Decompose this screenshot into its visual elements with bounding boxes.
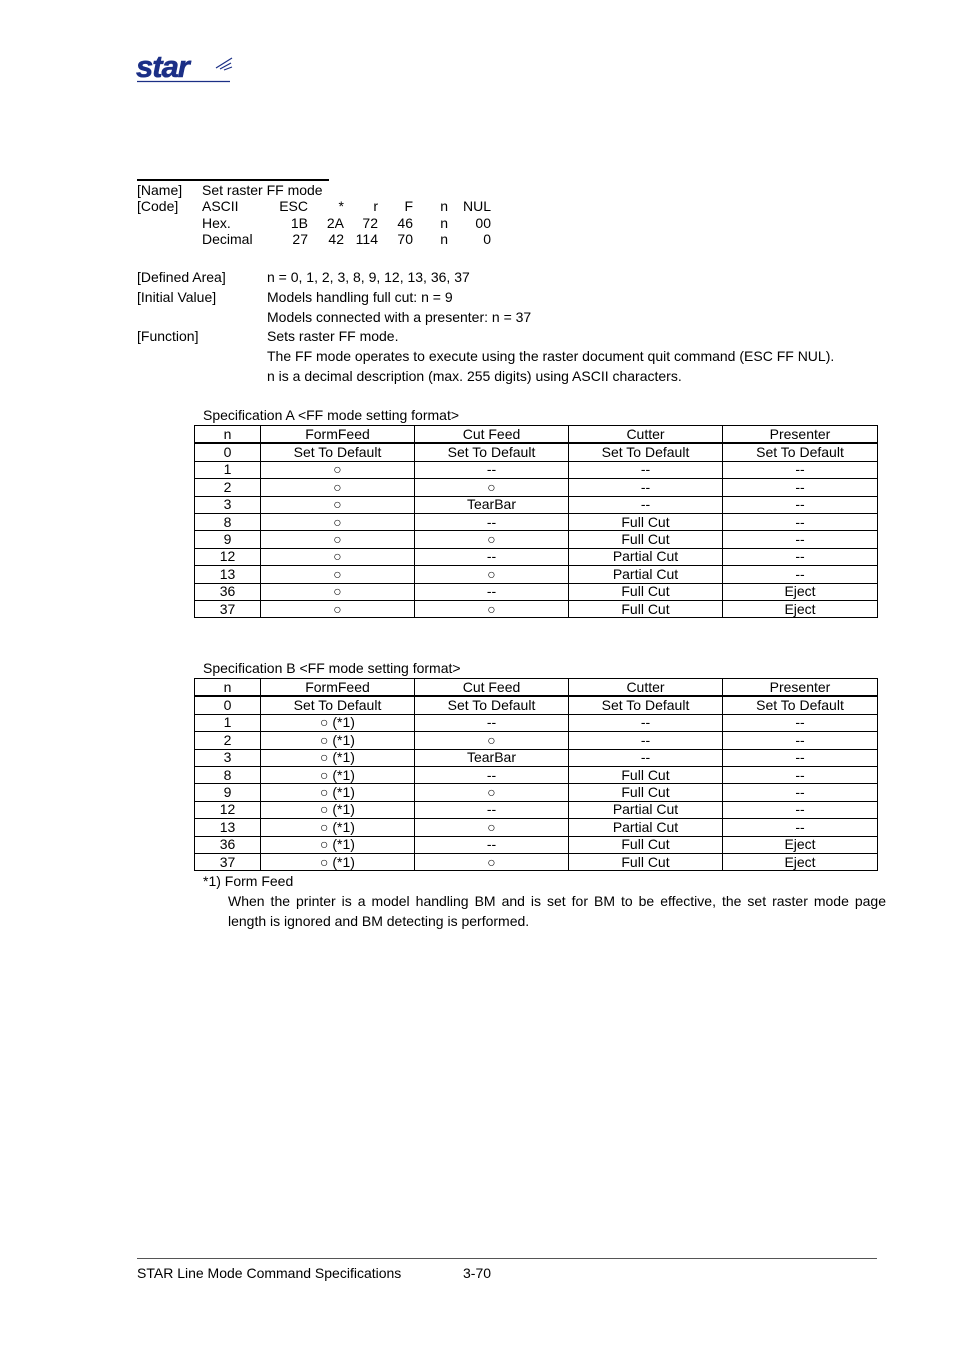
- table-cell: 12: [195, 548, 261, 565]
- header-cell: Cut Feed: [415, 679, 569, 697]
- header-cell: Presenter: [723, 679, 878, 697]
- table-row: [195, 566, 878, 583]
- table-row: [195, 443, 878, 461]
- table-cell: Partial Cut: [569, 548, 723, 565]
- code-label: [Code]: [137, 198, 179, 214]
- code-cell: 114: [355, 231, 378, 247]
- table-cell: ○: [261, 566, 415, 583]
- table-cell: --: [723, 531, 878, 548]
- table-cell: --: [723, 566, 878, 583]
- table-cell: Eject: [723, 583, 878, 600]
- table-cell: ○: [261, 583, 415, 600]
- header-cell: Cut Feed: [415, 426, 569, 444]
- table-cell: Set To Default: [569, 443, 723, 461]
- table-header-row: [195, 679, 878, 697]
- code-cell: 0: [483, 231, 491, 247]
- table-cell: ○: [261, 513, 415, 530]
- table-cell: 1: [195, 461, 261, 478]
- table-row: [195, 801, 878, 818]
- table-cell: 9: [195, 784, 261, 801]
- logo-text: star: [136, 52, 189, 84]
- table-cell: --: [723, 766, 878, 783]
- table-cell: --: [415, 548, 569, 565]
- table-cell: --: [723, 801, 878, 818]
- code-cell: 27: [292, 231, 308, 247]
- table-row: [195, 766, 878, 783]
- table-cell: Full Cut: [569, 600, 723, 617]
- table-cell: --: [415, 513, 569, 530]
- table-cell: 8: [195, 766, 261, 783]
- table-cell: --: [723, 513, 878, 530]
- table-cell: ○ (*1): [261, 836, 415, 853]
- table-cell: --: [723, 749, 878, 766]
- table-row: [195, 531, 878, 548]
- initial-value-1: Models handling full cut: n = 9: [267, 289, 453, 305]
- table-cell: --: [415, 583, 569, 600]
- footer-rule: [137, 1258, 877, 1259]
- table-cell: --: [723, 496, 878, 513]
- defined-area-value: n = 0, 1, 2, 3, 8, 9, 12, 13, 36, 37: [267, 269, 470, 285]
- table-row: [195, 853, 878, 870]
- table-cell: ○ (*1): [261, 853, 415, 870]
- table-cell: ○ (*1): [261, 749, 415, 766]
- page-number: 3-70: [463, 1265, 492, 1281]
- header-cell: n: [195, 426, 261, 444]
- code-cell: NUL: [462, 198, 491, 214]
- table-cell: 3: [195, 496, 261, 513]
- table-cell: --: [723, 479, 878, 496]
- table-cell: ○: [415, 566, 569, 583]
- table-cell: ○: [415, 479, 569, 496]
- name-label: [Name]: [137, 182, 183, 198]
- table-row: [195, 496, 878, 513]
- code-cell: r: [373, 198, 378, 214]
- table-cell: Set To Default: [261, 443, 415, 461]
- table-row: [195, 513, 878, 530]
- header-cell: FormFeed: [261, 679, 415, 697]
- table-cell: Full Cut: [569, 531, 723, 548]
- footer-title: STAR Line Mode Command Specifications: [137, 1265, 402, 1281]
- table-cell: --: [723, 461, 878, 478]
- code-row-label: ASCII: [202, 198, 239, 214]
- table-cell: --: [569, 749, 723, 766]
- table-row: [195, 479, 878, 496]
- table-cell: Full Cut: [569, 513, 723, 530]
- code-cell: 1B: [290, 215, 308, 231]
- code-cell: *: [338, 198, 344, 214]
- table-cell: Partial Cut: [569, 566, 723, 583]
- code-cell: n: [440, 215, 448, 231]
- table-cell: ○ (*1): [261, 732, 415, 749]
- table-row: [195, 461, 878, 478]
- table-cell: 9: [195, 531, 261, 548]
- table-cell: ○ (*1): [261, 714, 415, 731]
- table-row: [195, 583, 878, 600]
- function-text-3: n is a decimal description (max. 255 digits) using ASCII characters.: [267, 368, 682, 384]
- table-cell: 2: [195, 479, 261, 496]
- table-cell: Set To Default: [569, 696, 723, 714]
- table-cell: ○: [261, 600, 415, 617]
- footnote-label: *1) Form Feed: [203, 873, 294, 889]
- table-cell: ○ (*1): [261, 766, 415, 783]
- table-cell: --: [569, 461, 723, 478]
- table-row: [195, 548, 878, 565]
- table-cell: 37: [195, 853, 261, 870]
- table-cell: --: [569, 732, 723, 749]
- name-value: Set raster FF mode: [202, 182, 323, 198]
- spec-b-title: Specification B <FF mode setting format>: [203, 660, 461, 676]
- defined-area-label: [Defined Area]: [137, 269, 226, 285]
- table-cell: ○ (*1): [261, 801, 415, 818]
- table-row: [195, 732, 878, 749]
- initial-value-label: [Initial Value]: [137, 289, 217, 305]
- table-cell: 36: [195, 583, 261, 600]
- table-cell: --: [723, 714, 878, 731]
- table-cell: 0: [195, 696, 261, 714]
- table-cell: Partial Cut: [569, 801, 723, 818]
- table-cell: 3: [195, 749, 261, 766]
- table-cell: --: [723, 732, 878, 749]
- initial-value-2: Models connected with a presenter: n = 37: [267, 309, 532, 325]
- function-text-2: The FF mode operates to execute using the raster document quit command (ESC FF NUL).: [267, 348, 835, 364]
- header-cell: n: [195, 679, 261, 697]
- table-cell: --: [415, 714, 569, 731]
- table-cell: ○: [261, 479, 415, 496]
- table-cell: --: [569, 496, 723, 513]
- footnote-text: When the printer is a model handling BM and is set for BM to be effective, the set raster mode page length is ignored and BM detecting is performed.: [228, 893, 886, 929]
- star-logo: [136, 52, 234, 87]
- table-cell: TearBar: [415, 496, 569, 513]
- table-row: [195, 696, 878, 714]
- table-cell: ○: [415, 819, 569, 836]
- table-cell: ○: [261, 496, 415, 513]
- code-cell: n: [440, 198, 448, 214]
- table-cell: Set To Default: [415, 443, 569, 461]
- table-cell: --: [415, 801, 569, 818]
- code-cell: 42: [328, 231, 344, 247]
- table-row: [195, 749, 878, 766]
- function-label: [Function]: [137, 328, 199, 344]
- table-cell: 12: [195, 801, 261, 818]
- code-cell: ESC: [279, 198, 308, 214]
- table-cell: ○: [415, 853, 569, 870]
- table-cell: 0: [195, 443, 261, 461]
- spec-a-title: Specification A <FF mode setting format>: [203, 407, 460, 423]
- code-cell: 72: [362, 215, 378, 231]
- table-cell: 13: [195, 819, 261, 836]
- table-cell: Eject: [723, 853, 878, 870]
- table-cell: --: [723, 548, 878, 565]
- spec-a-table: [194, 425, 878, 618]
- table-cell: ○: [415, 784, 569, 801]
- code-cell: 00: [475, 215, 491, 231]
- table-row: [195, 600, 878, 617]
- table-row: [195, 784, 878, 801]
- table-cell: Set To Default: [723, 696, 878, 714]
- code-cell: 2A: [326, 215, 344, 231]
- table-row: [195, 714, 878, 731]
- table-cell: 37: [195, 600, 261, 617]
- table-cell: TearBar: [415, 749, 569, 766]
- table-cell: ○ (*1): [261, 819, 415, 836]
- table-cell: Full Cut: [569, 766, 723, 783]
- table-cell: ○ (*1): [261, 784, 415, 801]
- table-cell: 8: [195, 513, 261, 530]
- table-cell: ○: [261, 461, 415, 478]
- table-cell: --: [723, 819, 878, 836]
- table-cell: ○: [415, 732, 569, 749]
- table-cell: 36: [195, 836, 261, 853]
- table-cell: --: [569, 479, 723, 496]
- table-cell: Partial Cut: [569, 819, 723, 836]
- star-logo-mark: [136, 52, 234, 84]
- table-cell: Set To Default: [261, 696, 415, 714]
- table-row: [195, 819, 878, 836]
- table-cell: 1: [195, 714, 261, 731]
- table-cell: ○: [415, 531, 569, 548]
- table-cell: --: [569, 714, 723, 731]
- function-text-1: Sets raster FF mode.: [267, 328, 399, 344]
- table-cell: Full Cut: [569, 836, 723, 853]
- code-cell: n: [440, 231, 448, 247]
- table-cell: --: [415, 766, 569, 783]
- table-cell: Full Cut: [569, 583, 723, 600]
- header-cell: Presenter: [723, 426, 878, 444]
- table-cell: Full Cut: [569, 784, 723, 801]
- table-cell: Set To Default: [723, 443, 878, 461]
- header-cell: FormFeed: [261, 426, 415, 444]
- code-cell: 46: [397, 215, 413, 231]
- header-cell: Cutter: [569, 426, 723, 444]
- table-cell: ○: [415, 600, 569, 617]
- table-row: [195, 836, 878, 853]
- table-cell: 2: [195, 732, 261, 749]
- code-row-label: Hex.: [202, 215, 231, 231]
- table-cell: Full Cut: [569, 853, 723, 870]
- header-cell: Cutter: [569, 679, 723, 697]
- table-header-row: [195, 426, 878, 444]
- spec-b-table: [194, 678, 878, 871]
- table-cell: 13: [195, 566, 261, 583]
- table-cell: --: [723, 784, 878, 801]
- table-cell: --: [415, 836, 569, 853]
- code-row-label: Decimal: [202, 231, 253, 247]
- table-cell: Set To Default: [415, 696, 569, 714]
- section-rule: [137, 179, 329, 181]
- table-cell: ○: [261, 531, 415, 548]
- table-cell: Eject: [723, 836, 878, 853]
- code-cell: 70: [397, 231, 413, 247]
- table-cell: ○: [261, 548, 415, 565]
- table-cell: --: [415, 461, 569, 478]
- table-cell: Eject: [723, 600, 878, 617]
- code-cell: F: [404, 198, 413, 214]
